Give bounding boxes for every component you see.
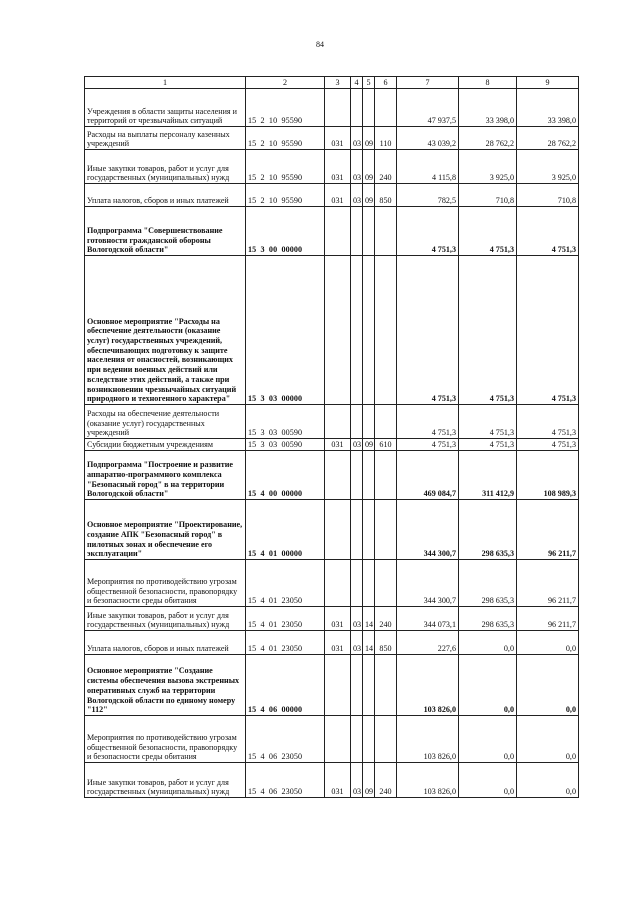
section-code-cell: 03 xyxy=(351,607,363,631)
section-code-cell: 03 xyxy=(351,631,363,655)
amount-year2-cell: 0,0 xyxy=(459,655,517,716)
subsection-code-cell: 09 xyxy=(363,184,375,207)
target-article-cell: 15 3 03 00000 xyxy=(246,256,325,405)
amount-year1-cell: 344 300,7 xyxy=(397,560,459,607)
ministry-code-cell: 031 xyxy=(325,763,351,798)
amount-year2-cell: 4 751,3 xyxy=(459,256,517,405)
subsection-code-cell xyxy=(363,655,375,716)
amount-year3-cell: 4 751,3 xyxy=(517,439,579,451)
column-header: 6 xyxy=(375,77,397,89)
amount-year2-cell: 710,8 xyxy=(459,184,517,207)
table-row xyxy=(85,256,579,405)
expense-type-cell: 850 xyxy=(375,631,397,655)
amount-year2-cell: 3 925,0 xyxy=(459,150,517,184)
table-row xyxy=(85,500,579,560)
amount-year3-cell: 0,0 xyxy=(517,655,579,716)
ministry-code-cell: 031 xyxy=(325,607,351,631)
subsection-code-cell xyxy=(363,451,375,500)
column-header: 5 xyxy=(363,77,375,89)
section-code-cell xyxy=(351,89,363,127)
amount-year1-cell: 344 300,7 xyxy=(397,500,459,560)
subsection-code-cell: 09 xyxy=(363,763,375,798)
section-code-cell xyxy=(351,655,363,716)
subsection-code-cell xyxy=(363,500,375,560)
subsection-code-cell: 09 xyxy=(363,150,375,184)
expense-type-cell xyxy=(375,716,397,763)
amount-year2-cell: 4 751,3 xyxy=(459,405,517,439)
amount-year2-cell: 311 412,9 xyxy=(459,451,517,500)
amount-year2-cell: 0,0 xyxy=(459,716,517,763)
ministry-code-cell: 031 xyxy=(325,184,351,207)
amount-year2-cell: 298 635,3 xyxy=(459,560,517,607)
budget-table xyxy=(84,76,579,798)
target-article-cell: 15 4 06 00000 xyxy=(246,655,325,716)
ministry-code-cell xyxy=(325,655,351,716)
amount-year1-cell: 103 826,0 xyxy=(397,716,459,763)
column-header: 1 xyxy=(85,77,246,89)
column-header: 7 xyxy=(397,77,459,89)
target-article-cell: 15 2 10 95590 xyxy=(246,89,325,127)
subsection-code-cell xyxy=(363,256,375,405)
expense-type-cell: 240 xyxy=(375,607,397,631)
amount-year1-cell: 4 751,3 xyxy=(397,256,459,405)
target-article-cell: 15 3 03 00590 xyxy=(246,405,325,439)
subsection-code-cell xyxy=(363,89,375,127)
ministry-code-cell xyxy=(325,256,351,405)
subsection-code-cell xyxy=(363,716,375,763)
expense-type-cell xyxy=(375,560,397,607)
amount-year1-cell: 4 751,3 xyxy=(397,439,459,451)
amount-year2-cell: 0,0 xyxy=(459,631,517,655)
column-header: 8 xyxy=(459,77,517,89)
section-code-cell xyxy=(351,451,363,500)
amount-year2-cell: 4 751,3 xyxy=(459,207,517,256)
subsection-code-cell xyxy=(363,207,375,256)
section-code-cell: 03 xyxy=(351,150,363,184)
expense-type-cell xyxy=(375,655,397,716)
expense-type-cell: 240 xyxy=(375,763,397,798)
amount-year1-cell: 469 084,7 xyxy=(397,451,459,500)
row-name-cell: Подпрограмма "Построение и развитие аппаратно-программного комплекса "Безопасный город" в на территории Вологодской области" xyxy=(85,451,246,500)
subsection-code-cell xyxy=(363,405,375,439)
ministry-code-cell: 031 xyxy=(325,127,351,150)
amount-year3-cell: 28 762,2 xyxy=(517,127,579,150)
amount-year1-cell: 4 751,3 xyxy=(397,405,459,439)
section-code-cell xyxy=(351,207,363,256)
amount-year1-cell: 43 039,2 xyxy=(397,127,459,150)
section-code-cell: 03 xyxy=(351,127,363,150)
target-article-cell: 15 4 01 23050 xyxy=(246,560,325,607)
table-row xyxy=(85,655,579,716)
amount-year2-cell: 4 751,3 xyxy=(459,439,517,451)
row-name-cell: Мероприятия по противодействию угрозам общественной безопасности, правопорядку и безопасности среды обитания xyxy=(85,560,246,607)
target-article-cell: 15 4 00 00000 xyxy=(246,451,325,500)
table-row xyxy=(85,716,579,763)
amount-year2-cell: 298 635,3 xyxy=(459,607,517,631)
expense-type-cell: 850 xyxy=(375,184,397,207)
expense-type-cell xyxy=(375,405,397,439)
row-name-cell: Субсидии бюджетным учреждениям xyxy=(85,439,246,451)
amount-year1-cell: 4 115,8 xyxy=(397,150,459,184)
expense-type-cell xyxy=(375,451,397,500)
amount-year3-cell: 4 751,3 xyxy=(517,256,579,405)
target-article-cell: 15 3 00 00000 xyxy=(246,207,325,256)
row-name-cell: Уплата налогов, сборов и иных платежей xyxy=(85,184,246,207)
amount-year1-cell: 103 826,0 xyxy=(397,763,459,798)
amount-year1-cell: 4 751,3 xyxy=(397,207,459,256)
section-code-cell xyxy=(351,256,363,405)
ministry-code-cell: 031 xyxy=(325,150,351,184)
page-number: 84 xyxy=(316,40,324,49)
ministry-code-cell xyxy=(325,500,351,560)
row-name-cell: Расходы на обеспечение деятельности (оказание услуг) государственных учреждений xyxy=(85,405,246,439)
amount-year2-cell: 298 635,3 xyxy=(459,500,517,560)
table-header-row xyxy=(85,77,579,89)
section-code-cell xyxy=(351,560,363,607)
table-row xyxy=(85,439,579,451)
column-header: 9 xyxy=(517,77,579,89)
expense-type-cell: 240 xyxy=(375,150,397,184)
target-article-cell: 15 4 06 23050 xyxy=(246,716,325,763)
section-code-cell xyxy=(351,500,363,560)
row-name-cell: Иные закупки товаров, работ и услуг для государственных (муниципальных) нужд xyxy=(85,150,246,184)
section-code-cell: 03 xyxy=(351,184,363,207)
target-article-cell: 15 4 01 23050 xyxy=(246,607,325,631)
expense-type-cell xyxy=(375,89,397,127)
table-row xyxy=(85,451,579,500)
table-row xyxy=(85,763,579,798)
table-row xyxy=(85,89,579,127)
ministry-code-cell xyxy=(325,207,351,256)
ministry-code-cell xyxy=(325,560,351,607)
expense-type-cell: 110 xyxy=(375,127,397,150)
target-article-cell: 15 2 10 95590 xyxy=(246,150,325,184)
table-row xyxy=(85,207,579,256)
table-row xyxy=(85,127,579,150)
expense-type-cell: 610 xyxy=(375,439,397,451)
amount-year1-cell: 344 073,1 xyxy=(397,607,459,631)
target-article-cell: 15 4 06 23050 xyxy=(246,763,325,798)
amount-year1-cell: 47 937,5 xyxy=(397,89,459,127)
amount-year2-cell: 33 398,0 xyxy=(459,89,517,127)
amount-year3-cell: 96 211,7 xyxy=(517,500,579,560)
table-row xyxy=(85,405,579,439)
subsection-code-cell xyxy=(363,560,375,607)
table-row xyxy=(85,184,579,207)
amount-year2-cell: 28 762,2 xyxy=(459,127,517,150)
target-article-cell: 15 4 01 00000 xyxy=(246,500,325,560)
amount-year3-cell: 0,0 xyxy=(517,631,579,655)
table-row xyxy=(85,150,579,184)
row-name-cell: Подпрограмма "Совершенствование готовности гражданской обороны Вологодской области" xyxy=(85,207,246,256)
row-name-cell: Иные закупки товаров, работ и услуг для государственных (муниципальных) нужд xyxy=(85,763,246,798)
amount-year1-cell: 103 826,0 xyxy=(397,655,459,716)
ministry-code-cell xyxy=(325,451,351,500)
expense-type-cell xyxy=(375,256,397,405)
table-row xyxy=(85,607,579,631)
target-article-cell: 15 2 10 95590 xyxy=(246,127,325,150)
amount-year3-cell: 710,8 xyxy=(517,184,579,207)
row-name-cell: Основное мероприятие "Создание системы обеспечения вызова экстренных оперативных служб на территории Вологодской области по единому номеру "112" xyxy=(85,655,246,716)
table-row xyxy=(85,560,579,607)
amount-year1-cell: 782,5 xyxy=(397,184,459,207)
row-name-cell: Уплата налогов, сборов и иных платежей xyxy=(85,631,246,655)
ministry-code-cell xyxy=(325,89,351,127)
subsection-code-cell: 14 xyxy=(363,607,375,631)
column-header: 3 xyxy=(325,77,351,89)
row-name-cell: Учреждения в области защиты населения и территорий от чрезвычайных ситуаций xyxy=(85,89,246,127)
amount-year3-cell: 33 398,0 xyxy=(517,89,579,127)
subsection-code-cell: 14 xyxy=(363,631,375,655)
column-header: 4 xyxy=(351,77,363,89)
column-header: 2 xyxy=(246,77,325,89)
section-code-cell: 03 xyxy=(351,439,363,451)
amount-year3-cell: 4 751,3 xyxy=(517,405,579,439)
target-article-cell: 15 4 01 23050 xyxy=(246,631,325,655)
ministry-code-cell: 031 xyxy=(325,631,351,655)
row-name-cell: Иные закупки товаров, работ и услуг для государственных (муниципальных) нужд xyxy=(85,607,246,631)
section-code-cell xyxy=(351,405,363,439)
table-row xyxy=(85,631,579,655)
ministry-code-cell: 031 xyxy=(325,439,351,451)
section-code-cell: 03 xyxy=(351,763,363,798)
subsection-code-cell: 09 xyxy=(363,439,375,451)
section-code-cell xyxy=(351,716,363,763)
subsection-code-cell: 09 xyxy=(363,127,375,150)
expense-type-cell xyxy=(375,500,397,560)
amount-year3-cell: 4 751,3 xyxy=(517,207,579,256)
row-name-cell: Основное мероприятие "Расходы на обеспечение деятельности (оказание услуг) государственных учреждений, обеспечивающих подготовку к защите населения от опасностей, возникающих при ведении военных действий или вследствие этих действий, а также при возникновении чрезвычайных ситуаций природного и техногенного характера" xyxy=(85,256,246,405)
amount-year3-cell: 0,0 xyxy=(517,716,579,763)
row-name-cell: Основное мероприятие "Проектирование, создание АПК "Безопасный город" в пилотных зонах и обеспечение его эксплуатации" xyxy=(85,500,246,560)
row-name-cell: Мероприятия по противодействию угрозам общественной безопасности, правопорядку и безопасности среды обитания xyxy=(85,716,246,763)
amount-year3-cell: 108 989,3 xyxy=(517,451,579,500)
target-article-cell: 15 2 10 95590 xyxy=(246,184,325,207)
amount-year3-cell: 0,0 xyxy=(517,763,579,798)
expense-type-cell xyxy=(375,207,397,256)
amount-year1-cell: 227,6 xyxy=(397,631,459,655)
row-name-cell: Расходы на выплаты персоналу казенных учреждений xyxy=(85,127,246,150)
amount-year3-cell: 96 211,7 xyxy=(517,607,579,631)
ministry-code-cell xyxy=(325,405,351,439)
amount-year3-cell: 96 211,7 xyxy=(517,560,579,607)
amount-year2-cell: 0,0 xyxy=(459,763,517,798)
ministry-code-cell xyxy=(325,716,351,763)
target-article-cell: 15 3 03 00590 xyxy=(246,439,325,451)
amount-year3-cell: 3 925,0 xyxy=(517,150,579,184)
